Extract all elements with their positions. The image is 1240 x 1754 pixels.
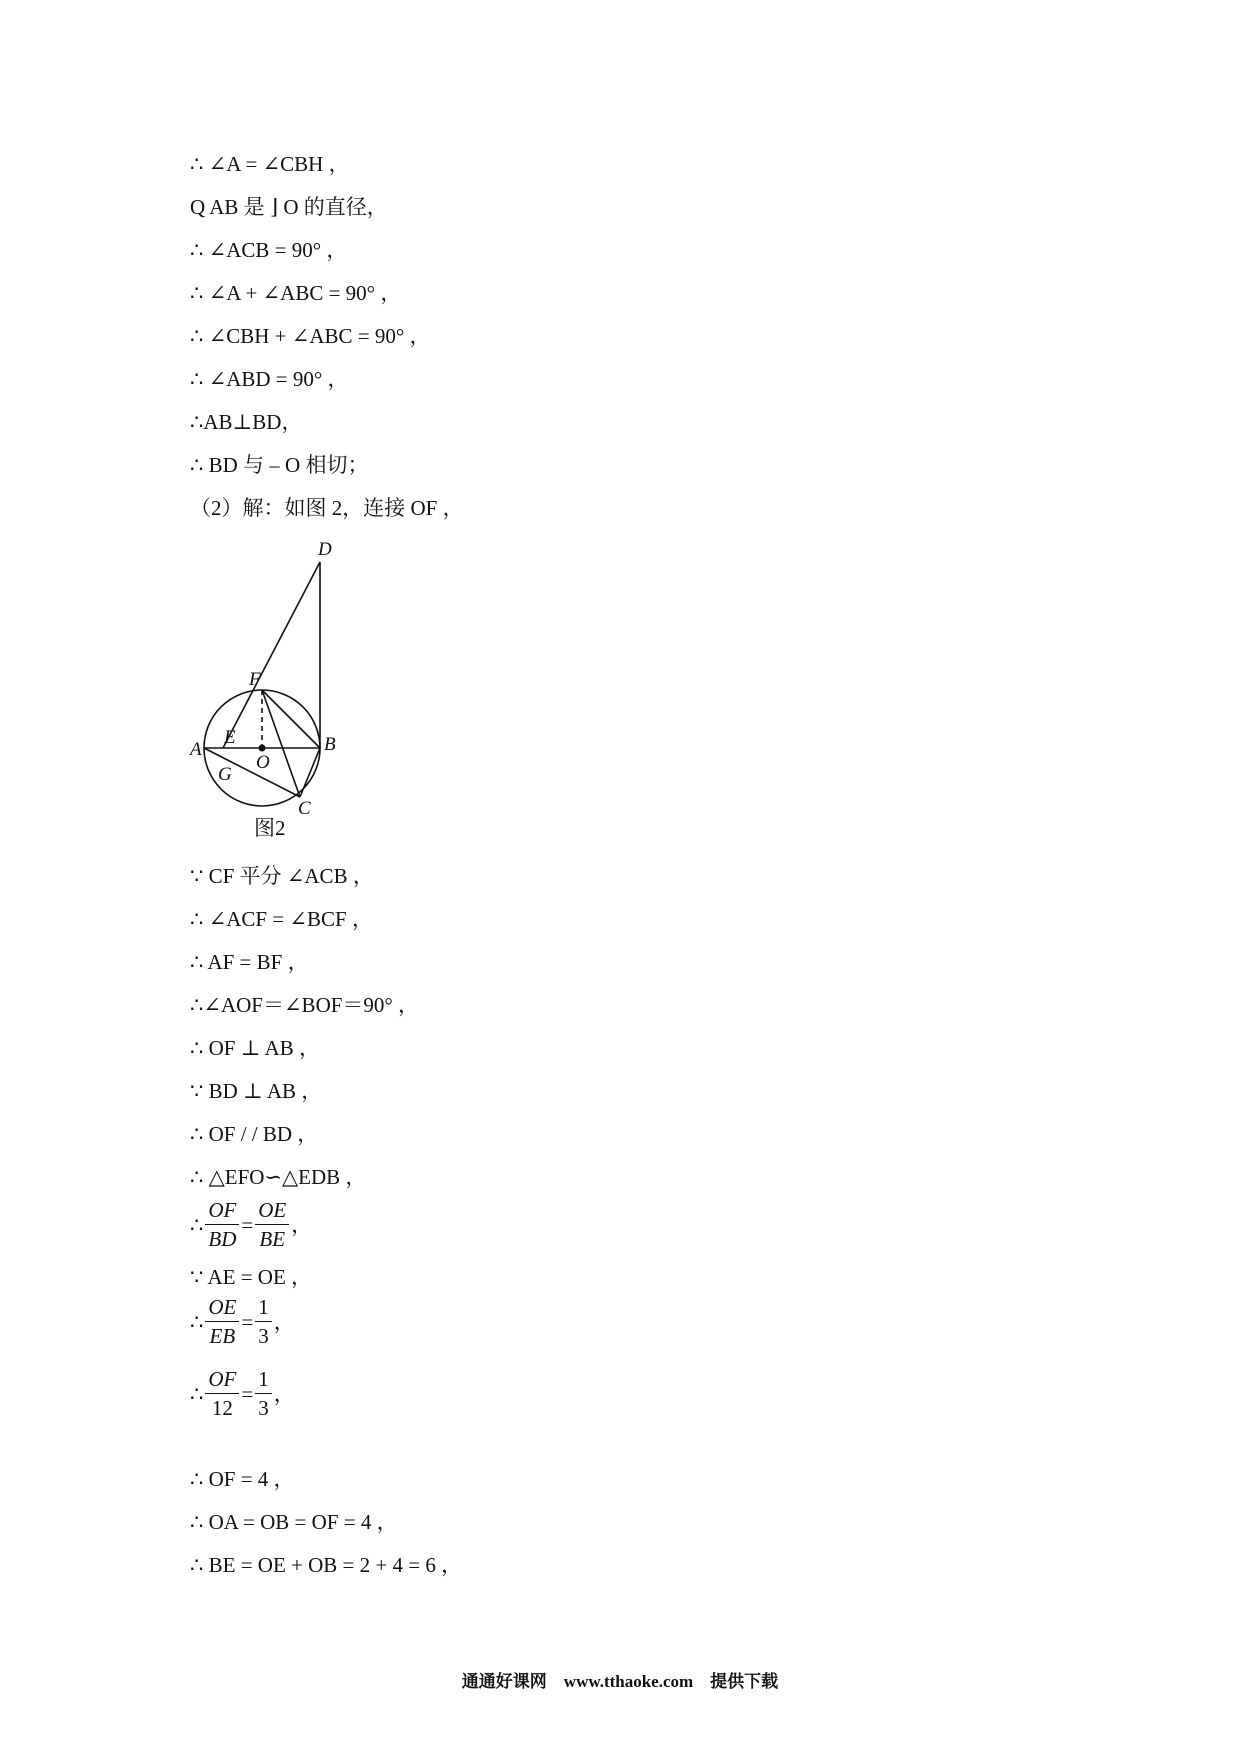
center-point-o [259, 745, 266, 752]
fraction-prefix: ∴ [190, 1309, 204, 1334]
equals-sign: = [241, 1212, 254, 1237]
part-2-heading: （2）解：如图 2，连接 OF ， [190, 496, 464, 520]
proof-line-7: ∴AB⊥BD， [190, 410, 303, 434]
fraction-equation-2 [190, 1293, 295, 1350]
solution-line-3: ∴ AF = BF ， [190, 950, 309, 974]
fraction-denominator: BE [259, 1227, 286, 1251]
solution-line-9: ∵ AE = OE ， [190, 1265, 313, 1289]
solution-line-12: ∴ BE = OE + OB = 2 + 4 = 6 ， [190, 1553, 463, 1577]
fraction-denominator: EB [209, 1324, 236, 1348]
segment-de [223, 562, 320, 748]
proof-line-4: ∴ ∠A + ∠ABC = 90° ， [190, 281, 402, 305]
solution-line-7: ∴ OF / / BD ， [190, 1122, 319, 1146]
proof-line-2: Q AB 是 ⌋ O 的直径， [190, 195, 388, 219]
fraction-numerator: 1 [255, 1293, 272, 1322]
figure-caption: 图2 [254, 816, 286, 840]
label-f: F [249, 669, 261, 690]
page-footer: 通通好课网 www.tthaoke.com 提供下载 [461, 1672, 779, 1691]
solution-line-8: ∴ △EFO∽△EDB ， [190, 1165, 367, 1189]
fraction-denominator: 12 [211, 1396, 233, 1420]
solution-line-4: ∴∠AOF＝∠BOF＝90° ， [190, 993, 420, 1017]
fraction-denominator: 3 [258, 1324, 269, 1348]
label-b: B [324, 734, 336, 755]
fraction-numerator: OE [205, 1293, 239, 1322]
solution-line-6: ∵ BD ⊥ AB ， [190, 1079, 323, 1103]
fraction-numerator: 1 [255, 1365, 272, 1394]
fraction-prefix: ∴ [190, 1381, 204, 1406]
fraction-one-third [255, 1365, 272, 1422]
solution-line-11: ∴ OA = OB = OF = 4 ， [190, 1510, 398, 1534]
geometry-figure-2 [186, 535, 366, 815]
solution-line-2: ∴ ∠ACF = ∠BCF ， [190, 907, 373, 931]
label-c: C [298, 798, 311, 815]
fraction-of-12 [205, 1365, 239, 1422]
proof-line-1: ∴ ∠A = ∠CBH ， [190, 152, 350, 176]
fraction-denominator: BD [208, 1227, 237, 1251]
fraction-one-third [255, 1293, 272, 1350]
proof-line-6: ∴ ∠ABD = 90° ， [190, 367, 349, 391]
fraction-denominator: 3 [258, 1396, 269, 1420]
fraction-numerator: OE [255, 1196, 289, 1225]
solution-line-1: ∵ CF 平分 ∠ACB ， [190, 864, 374, 888]
label-g: G [218, 764, 232, 785]
fraction-suffix: ， [273, 1381, 295, 1406]
proof-line-3: ∴ ∠ACB = 90° ， [190, 238, 348, 262]
fraction-suffix: ， [273, 1309, 295, 1334]
label-d: D [318, 539, 332, 560]
fraction-oe-be [255, 1196, 289, 1253]
segment-fb [262, 690, 320, 748]
fraction-of-bd [205, 1196, 239, 1253]
fraction-oe-eb [205, 1293, 239, 1350]
fraction-equation-3 [190, 1365, 295, 1422]
proof-line-8: ∴ BD 与 ⎯ O 相切； [190, 453, 369, 477]
fraction-prefix: ∴ [190, 1212, 204, 1237]
solution-line-5: ∴ OF ⊥ AB ， [190, 1036, 320, 1060]
fraction-numerator: OF [205, 1196, 239, 1225]
label-e: E [224, 727, 236, 748]
equals-sign: = [241, 1381, 254, 1406]
fraction-suffix: ， [291, 1212, 313, 1237]
label-o: O [256, 752, 270, 773]
solution-line-10: ∴ OF = 4 ， [190, 1467, 295, 1491]
fraction-equation-1 [190, 1196, 312, 1253]
proof-line-5: ∴ ∠CBH + ∠ABC = 90° ， [190, 324, 431, 348]
segment-cb [300, 748, 320, 797]
fraction-numerator: OF [205, 1365, 239, 1394]
label-a: A [190, 739, 202, 760]
equals-sign: = [241, 1309, 254, 1334]
